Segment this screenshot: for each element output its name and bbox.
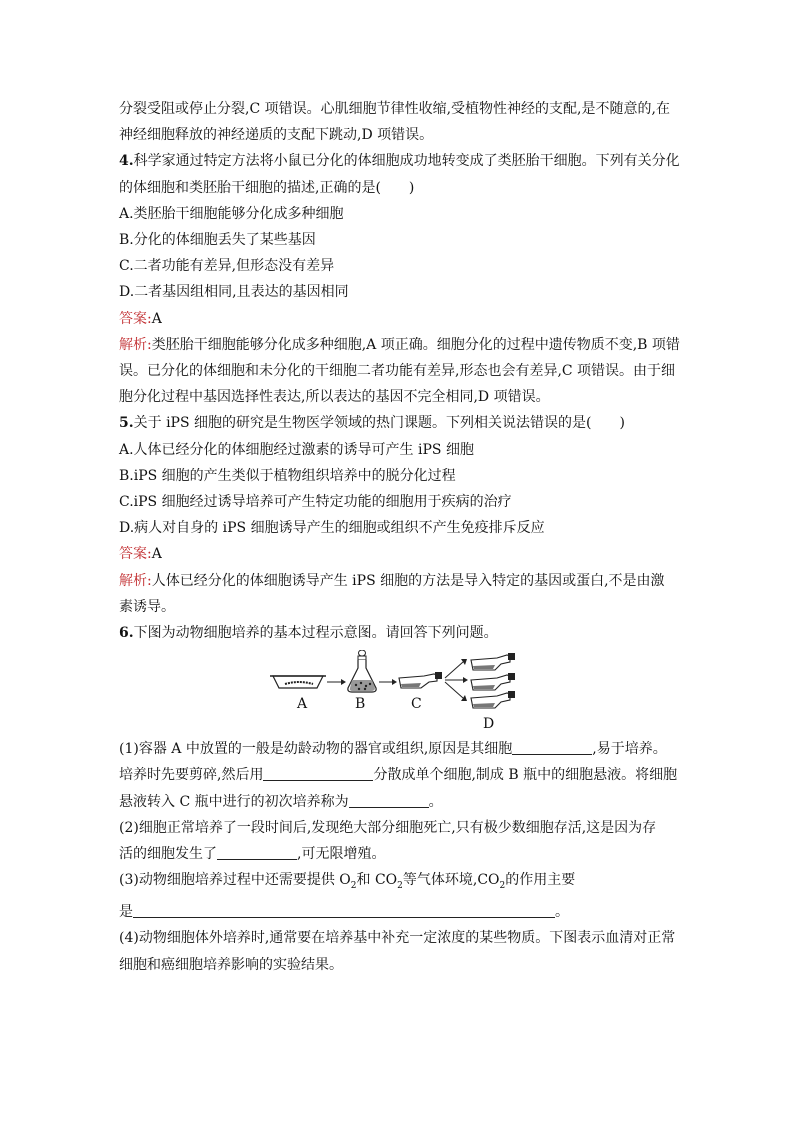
analysis-line: 解析:类胚胎干细胞能够分化成多种细胞,A 项正确。细胞分化的过程中遗传物质不变,B 项错: [119, 336, 680, 353]
sub-question-1-cont: 培养时先要剪碎,然后用 分散成单个细胞,制成 B 瓶中的细胞悬液。将细胞: [119, 767, 678, 784]
analysis-line: 解析:人体已经分化的体细胞诱导产生 iPS 细胞的方法是导入特定的基因或蛋白,不是由激: [119, 572, 665, 589]
flask-b: [348, 650, 376, 692]
answer-line: [119, 306, 679, 332]
question-number: 4.: [119, 153, 134, 170]
option-c: C.iPS 细胞经过诱导培养可产生特定功能的细胞用于疾病的治疗: [119, 494, 512, 511]
document-page: [119, 96, 679, 978]
answer-blank[interactable]: [512, 740, 592, 755]
question-number: 6.: [119, 625, 134, 642]
analysis-line: 素诱导。: [119, 598, 175, 615]
question-5-stem: 5.关于 iPS 细胞的研究是生物医学领域的热门课题。下列相关说法错误的是( ): [119, 415, 625, 432]
figure-label-a: A: [297, 696, 308, 713]
cell-culture-figure: [119, 650, 679, 736]
cell-culture-diagram: [269, 650, 529, 716]
option-d: D.病人对自身的 iPS 细胞诱导产生的细胞或组织不产生免疫排斥反应: [119, 520, 545, 537]
bottle-d-3: [471, 691, 515, 708]
sub-question-3: (3)动物细胞培养过程中还需要提供 $O_2$和 $CO_2$等气体环境$,CO_2$的作用主要: [119, 872, 576, 892]
answer-label: 答案:: [119, 310, 152, 327]
answer-value: A: [151, 546, 162, 563]
analysis-label: 解析:: [119, 572, 152, 589]
option-c: C.二者功能有差异,但形态没有差异: [119, 258, 335, 275]
bottle-d-2: [471, 673, 515, 690]
option-d: D.二者基因组相同,且表达的基因相同: [119, 284, 349, 301]
dish-a: [270, 676, 326, 688]
figure-label-d: D: [483, 716, 495, 733]
question-4-stem-cont: 的体细胞和类胚胎干细胞的描述,正确的是( ): [119, 179, 415, 196]
option-b: B.iPS 细胞的产生类似于植物组织培养中的脱分化过程: [119, 467, 456, 484]
answer-blank[interactable]: [133, 903, 555, 918]
sub-question-1: (1)容器 A 中放置的一般是幼龄动物的器官或组织,原因是其细胞 ,易于培养。: [119, 741, 667, 758]
answer-blank[interactable]: [349, 793, 429, 808]
answer-line: [119, 541, 679, 567]
text-line: 神经细胞释放的神经递质的支配下跳动,D 项错误。: [119, 127, 434, 144]
figure-label-c: C: [411, 696, 422, 713]
option-a: A.类胚胎干细胞能够分化成多种细胞: [119, 205, 344, 222]
bottle-c: [399, 672, 442, 688]
answer-blank[interactable]: [217, 845, 297, 860]
sub-question-2: (2)细胞正常培养了一段时间后,发现绝大部分细胞死亡,只有极少数细胞存活,这是因为存: [119, 819, 657, 836]
answer-label: 答案:: [119, 546, 152, 563]
sub-question-3-cont: 是 。: [119, 904, 569, 921]
analysis-line: 胞分化过程中基因选择性表达,所以表达的基因不完全相同,D 项错误。: [119, 389, 550, 406]
text-line: 分裂受阻或停止分裂,C 项错误。心肌细胞节律性收缩,受植物性神经的支配,是不随意的,在: [119, 101, 670, 117]
analysis-label: 解析:: [119, 336, 152, 353]
sub-question-4: (4)动物细胞体外培养时,通常要在培养基中补充一定浓度的某些物质。下图表示血清对正常: [119, 930, 676, 947]
answer-blank[interactable]: [263, 766, 373, 781]
sub-question-2-cont: 活的细胞发生了 ,可无限增殖。: [119, 846, 386, 863]
question-number: 5.: [119, 415, 134, 432]
option-a: A.人体已经分化的体细胞经过激素的诱导可产生 iPS 细胞: [119, 441, 474, 458]
analysis-line: 误。已分化的体细胞和未分化的干细胞二者功能有差异,形态也会有差异,C 项错误。由于细: [119, 363, 676, 380]
sub-question-1-cont: 悬液转入 C 瓶中进行的初次培养称为 。: [119, 793, 443, 810]
bottle-d-1: [471, 653, 515, 670]
sub-question-4-cont: 细胞和癌细胞培养影响的实验结果。: [119, 956, 343, 973]
figure-label-b: B: [355, 696, 366, 713]
answer-value: A: [151, 310, 162, 327]
question-6-stem: 6.下图为动物细胞培养的基本过程示意图。请回答下列问题。: [119, 625, 498, 642]
option-b: B.分化的体细胞丢失了某些基因: [119, 232, 316, 249]
question-4-stem: 4.科学家通过特定方法将小鼠已分化的体细胞成功地转变成了类胚胎干细胞。下列有关分化: [119, 153, 680, 170]
